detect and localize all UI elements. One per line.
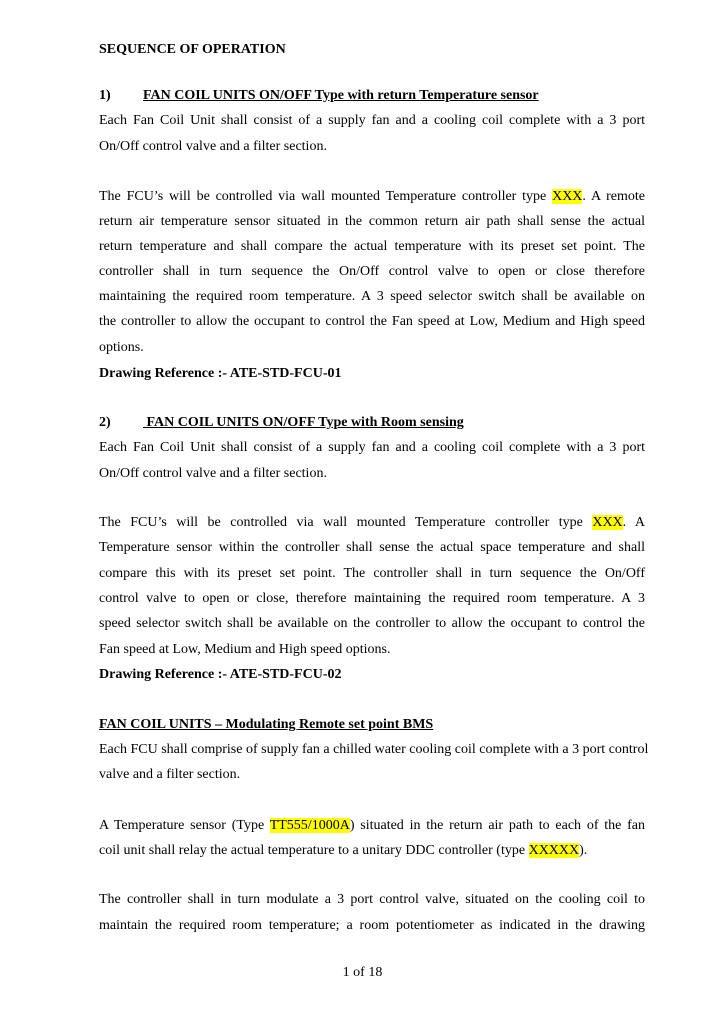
text-segment: FAN COIL UNITS ON/OFF Type with Room sensing [143, 415, 464, 430]
text-segment: Each FCU shall comprise of supply fan a chilled water cooling coil complete with a 3 port control [99, 742, 649, 757]
text-segment: the controller to allow the occupant to control the Fan speed at Low, Medium and High speed [99, 314, 645, 329]
drawing-reference [99, 666, 342, 684]
text-line [99, 590, 645, 608]
text-segment: maintain the required room temperature; a room potentiometer as indicated in the drawing [99, 918, 645, 933]
text-line [99, 917, 645, 935]
text-line [99, 288, 645, 306]
section-heading [99, 87, 539, 105]
text-segment: FAN COIL UNITS ON/OFF Type with return Temperature sensor [143, 88, 539, 103]
section-heading [99, 716, 433, 734]
text-line [99, 263, 645, 281]
text-segment: compare this with its preset set point. The controller shall in turn sequence the On/Off [99, 566, 645, 581]
text-line [99, 465, 327, 483]
section-number: 1) [99, 88, 111, 103]
text-segment: Drawing Reference :- ATE-STD-FCU-02 [99, 667, 342, 682]
text-segment: On/Off control valve and a filter section. [99, 466, 327, 481]
section-heading [99, 414, 464, 432]
text-segment: options. [99, 340, 144, 355]
text-segment: maintaining the required room temperature. A 3 speed selector switch shall be available on [99, 289, 645, 304]
text-line [99, 817, 645, 835]
text-segment: A Temperature sensor (Type [99, 818, 270, 833]
text-line [99, 188, 645, 206]
text-segment: return temperature and shall compare the actual temperature with its preset set point. The [99, 239, 645, 254]
text-line [99, 539, 645, 557]
text-line [99, 741, 648, 759]
text-segment: valve and a filter section. [99, 767, 241, 782]
text-line [99, 891, 645, 909]
text-segment: ). [579, 843, 588, 858]
text-segment: The controller shall in turn modulate a 3 port control valve, situated on the cooling coil to [99, 892, 645, 907]
text-line [99, 238, 645, 256]
text-line [99, 641, 391, 659]
text-line [99, 112, 645, 130]
text-segment: FAN COIL UNITS – Modulating Remote set point BMS [99, 717, 434, 732]
highlighted-placeholder: TT555/1000A [269, 818, 350, 833]
text-line [99, 313, 645, 331]
text-segment: Each Fan Coil Unit shall consist of a supply fan and a cooling coil complete with a 3 port [99, 440, 645, 455]
text-segment: . A [622, 515, 645, 530]
text-segment: On/Off control valve and a filter section. [99, 139, 327, 154]
page-number: 1 of 18 [342, 965, 383, 980]
text-line [99, 842, 587, 860]
text-segment: controller shall in turn sequence the On/Off control valve to open or close therefore [99, 264, 645, 279]
highlighted-placeholder: XXX [552, 189, 583, 204]
document-title: SEQUENCE OF OPERATION [99, 42, 286, 57]
text-segment: Each Fan Coil Unit shall consist of a supply fan and a cooling coil complete with a 3 port [99, 113, 645, 128]
text-line [99, 514, 645, 532]
text-line [99, 766, 240, 784]
text-line [99, 339, 144, 357]
text-segment: . A remote [582, 189, 645, 204]
text-segment: The FCU’s will be controlled via wall mounted Temperature controller type [99, 189, 553, 204]
text-segment: coil unit shall relay the actual temperature to a unitary DDC controller (type [99, 843, 529, 858]
text-segment: The FCU’s will be controlled via wall mounted Temperature controller type [99, 515, 593, 530]
text-line [99, 615, 645, 633]
drawing-reference [99, 365, 342, 383]
text-segment: speed selector switch shall be available on the controller to allow the occupant to control the [99, 616, 645, 631]
highlighted-placeholder: XXXXX [528, 843, 580, 858]
text-line [99, 138, 327, 156]
text-segment: return air temperature sensor situated in the common return air path shall sense the actual [99, 214, 645, 229]
section-number: 2) [99, 415, 111, 430]
highlighted-placeholder: XXX [592, 515, 623, 530]
text-segment: Temperature sensor within the controller shall sense the actual space temperature and shall [99, 540, 645, 555]
text-segment: control valve to open or close, therefore maintaining the required room temperature. A 3 [99, 591, 645, 606]
text-segment: Drawing Reference :- ATE-STD-FCU-01 [99, 366, 342, 381]
text-line [99, 439, 645, 457]
text-line [99, 565, 645, 583]
text-line [99, 213, 645, 231]
text-segment: Fan speed at Low, Medium and High speed options. [99, 642, 391, 657]
text-segment: ) situated in the return air path to each of the fan [349, 818, 646, 833]
